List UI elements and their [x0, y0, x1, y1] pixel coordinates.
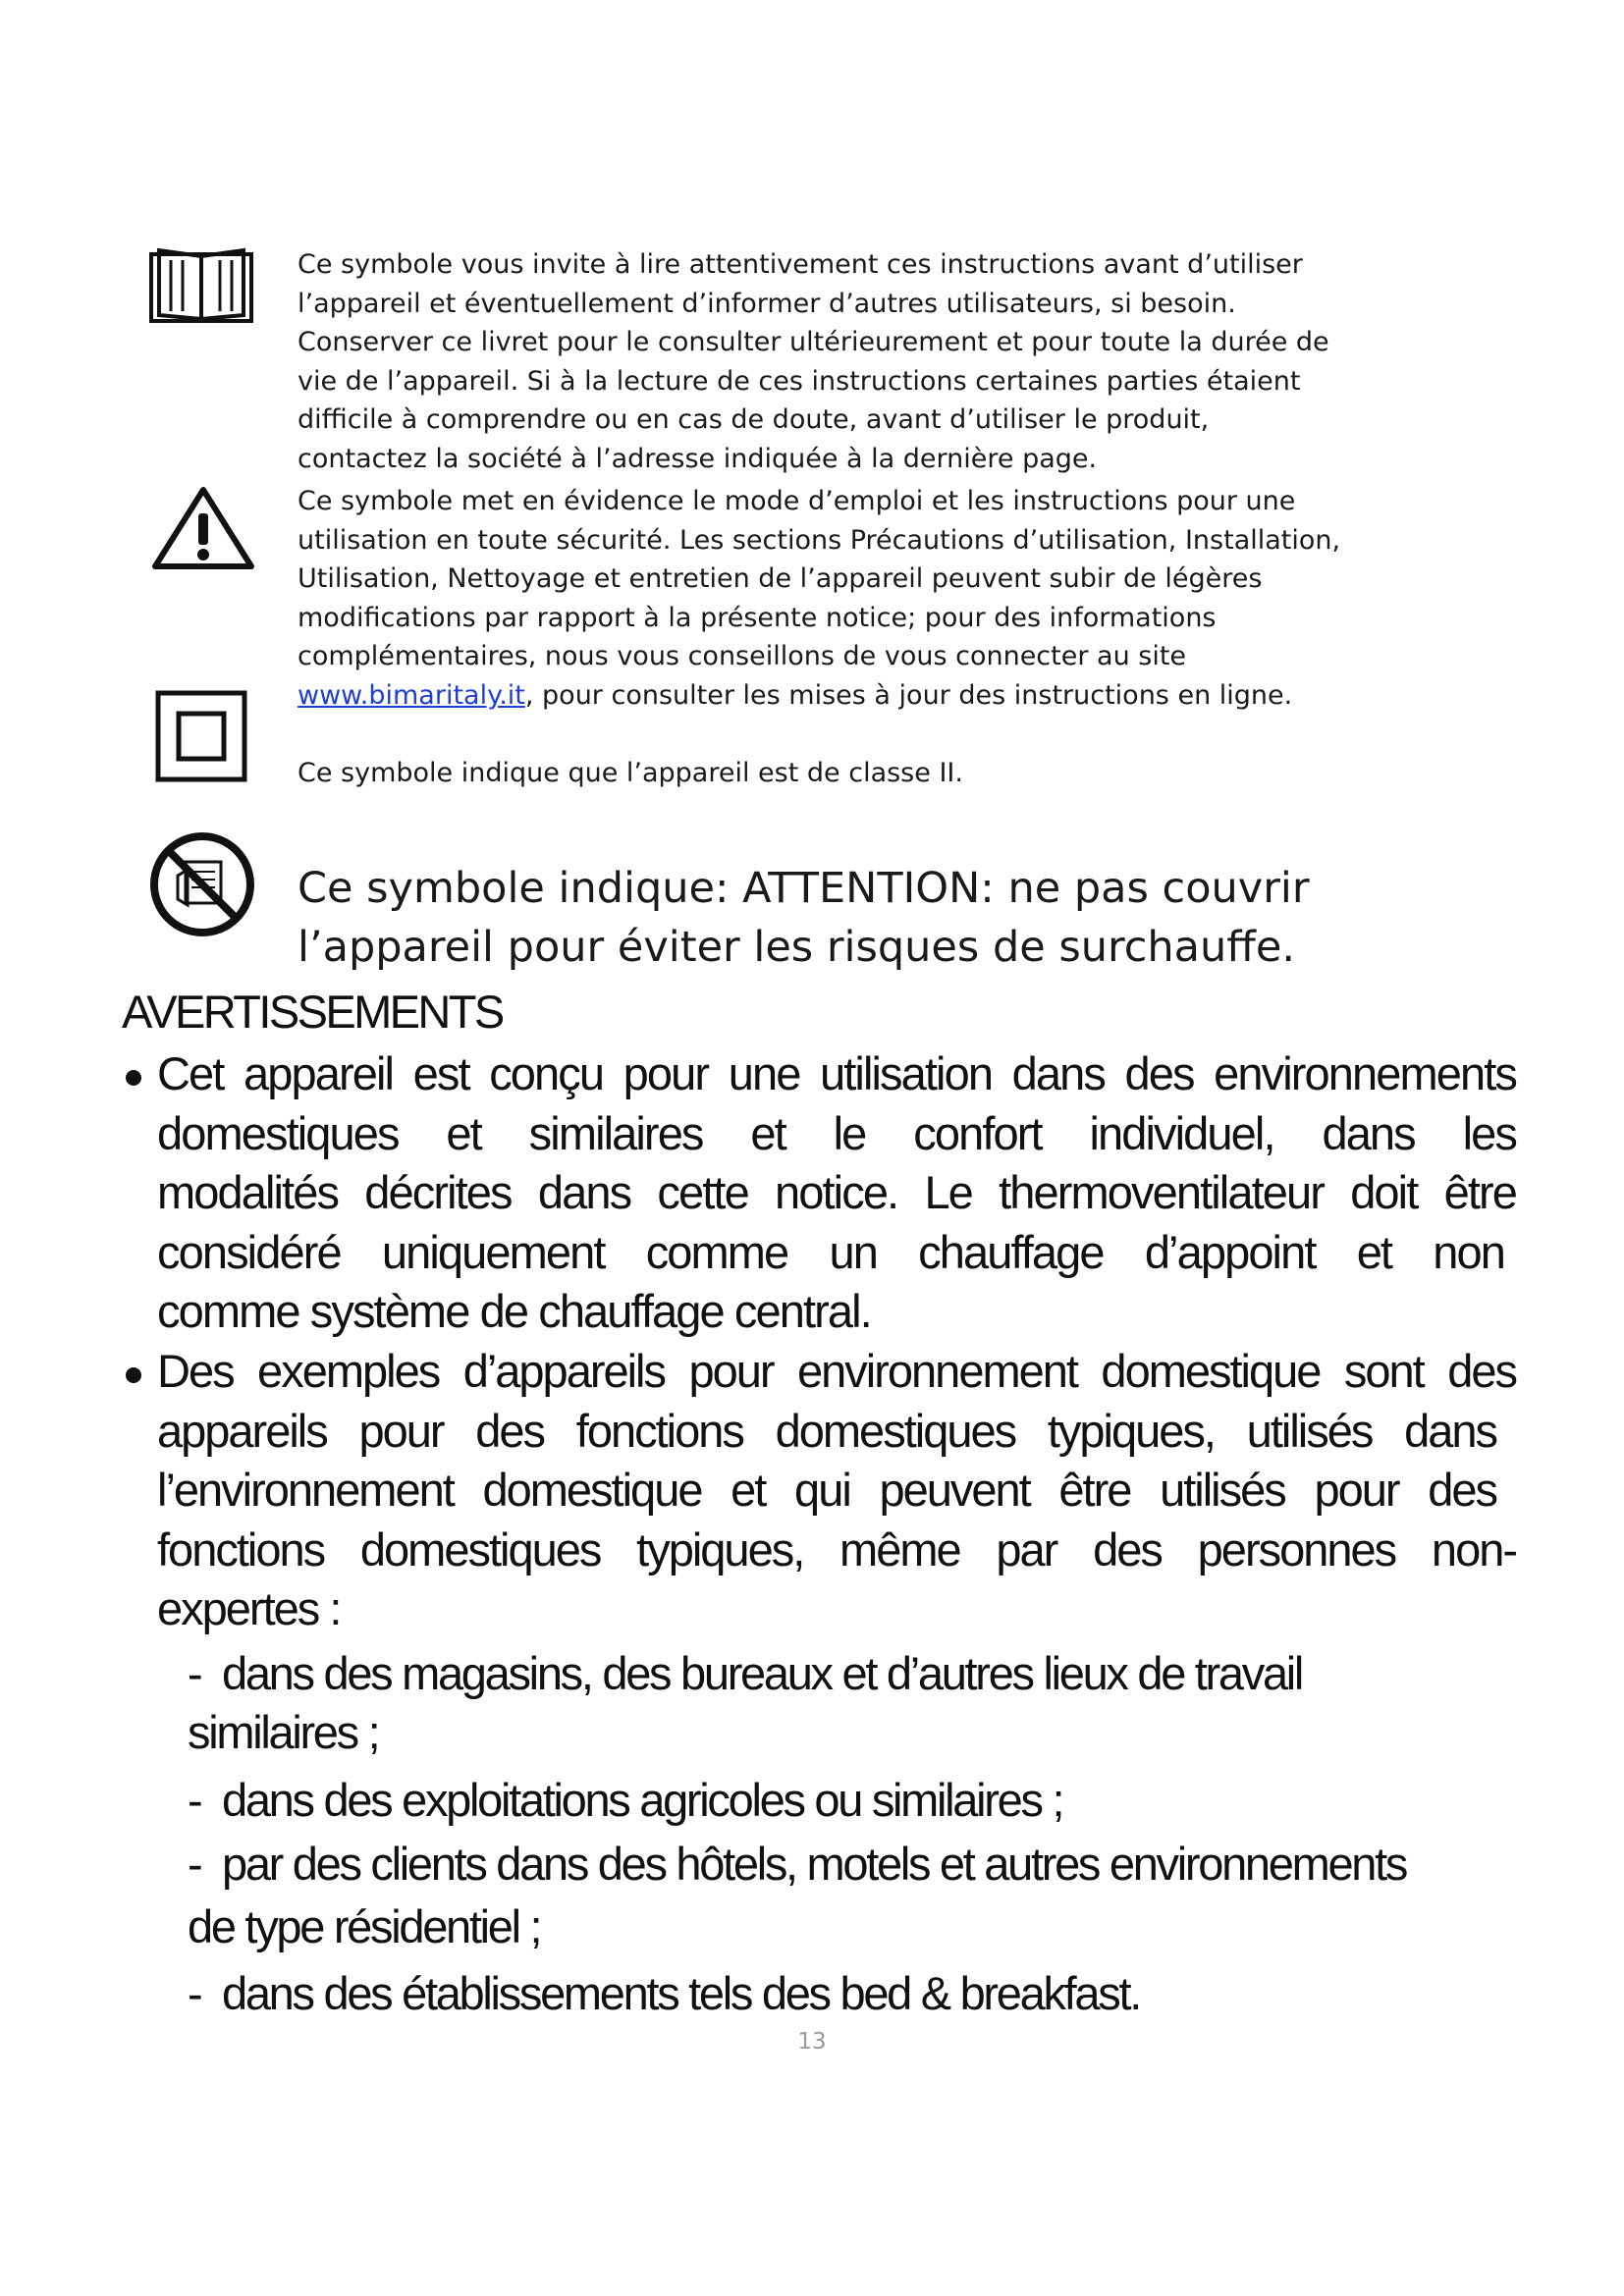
text-line: dans des magasins, des bureaux et d’autres lieux de travail — [222, 1647, 1303, 1699]
symbol-read-instructions-text — [298, 245, 1456, 478]
text-line: expertes : — [157, 1582, 341, 1634]
website-link[interactable]: www.bimaritaly.it — [298, 679, 525, 711]
dash-marker: - — [188, 1838, 201, 1890]
text-line: Utilisation, Nettoyage et entretien de l’appareil peuvent subir de légères — [298, 563, 1263, 594]
text-line: dans des exploitations agricoles ou similaires ; — [222, 1774, 1063, 1826]
symbol-do-not-cover-text — [298, 859, 1476, 977]
text-line: difficile à comprendre ou en cas de doute, avant d’utiliser le produit, — [298, 404, 1210, 435]
text-line: appareils pour des fonctions domestiques typiques, utilisés dans — [157, 1404, 1496, 1457]
warning-triangle-icon — [150, 484, 256, 572]
text-line: Des exemples d’appareils pour environnement domestique sont des — [157, 1345, 1516, 1397]
text-line: comme système de chauffage central. — [157, 1285, 871, 1337]
symbol-safety-text — [298, 482, 1456, 715]
dash-marker: - — [188, 1774, 201, 1826]
text-line: l’appareil et éventuellement d’informer d’autres utilisateurs, si besoin. — [298, 288, 1236, 319]
text-line: Ce symbole indique que l’appareil est de classe II. — [298, 758, 963, 788]
text-line: utilisation en toute sécurité. Les sections Précautions d’utilisation, Installation, — [298, 524, 1341, 556]
text-line: considéré uniquement comme un chauffage d’appoint et non — [157, 1225, 1504, 1278]
class-ii-double-square-icon — [155, 690, 247, 782]
text-line: de type résidentiel ; — [188, 1900, 541, 1952]
warning-item — [122, 1342, 1516, 1639]
sub-list-item — [188, 1835, 1493, 1956]
book-icon — [147, 246, 255, 325]
sub-list-item — [188, 1644, 1493, 1762]
text-line: vie de l’appareil. Si à la lecture de ces instructions certaines parties étaient — [298, 365, 1301, 397]
text-line: complémentaires, nous vous conseillons de vous connecter au site — [298, 641, 1187, 671]
text-line: contactez la société à l’adresse indiquée à la dernière page. — [298, 443, 1098, 474]
text-line: Ce symbole met en évidence le mode d’emploi et les instructions pour une — [298, 486, 1296, 516]
page-number: 13 — [797, 2029, 827, 2055]
text-line: modifications par rapport à la présente notice; pour des informations — [298, 602, 1217, 633]
text-line: domestiques et similaires et le confort individuel, dans les — [157, 1106, 1516, 1159]
text-line: Cet appareil est conçu pour une utilisation dans des environnements — [157, 1047, 1516, 1099]
section-title: AVERTISSEMENTS — [122, 986, 503, 1038]
text-line: Conserver ce livret pour le consulter ultérieurement et pour toute la durée de — [298, 327, 1329, 357]
text-line: l’environnement domestique et qui peuvent être utilisés pour des — [157, 1464, 1496, 1516]
do-not-cover-icon — [148, 830, 256, 938]
sub-list-item — [188, 1964, 1493, 2023]
symbol-class-ii-text — [298, 754, 1456, 793]
warning-item — [122, 1044, 1516, 1342]
text-line: similaires ; — [188, 1706, 379, 1758]
dash-marker: - — [188, 1967, 201, 2019]
sub-list-item — [188, 1771, 1493, 1830]
text-line: par des clients dans des hôtels, motels et autres environnements — [222, 1838, 1407, 1890]
text-line: Ce symbole indique: ATTENTION: ne pas couvrir — [298, 864, 1310, 913]
text-line: Ce symbole vous invite à lire attentivement ces instructions avant d’utiliser — [298, 249, 1303, 280]
dash-marker: - — [188, 1647, 201, 1699]
text-line: modalités décrites dans cette notice. Le thermoventilateur doit être — [157, 1166, 1516, 1218]
text-line: dans des établissements tels des bed & breakfast. — [222, 1967, 1140, 2019]
text-line: l’appareil pour éviter les risques de surchauffe. — [298, 923, 1296, 972]
text-line: fonctions domestiques typiques, même par des personnes non- — [157, 1522, 1516, 1575]
link-tail-text: , pour consulter les mises à jour des instructions en ligne. — [524, 679, 1293, 711]
text-line-with-link — [298, 676, 1456, 716]
